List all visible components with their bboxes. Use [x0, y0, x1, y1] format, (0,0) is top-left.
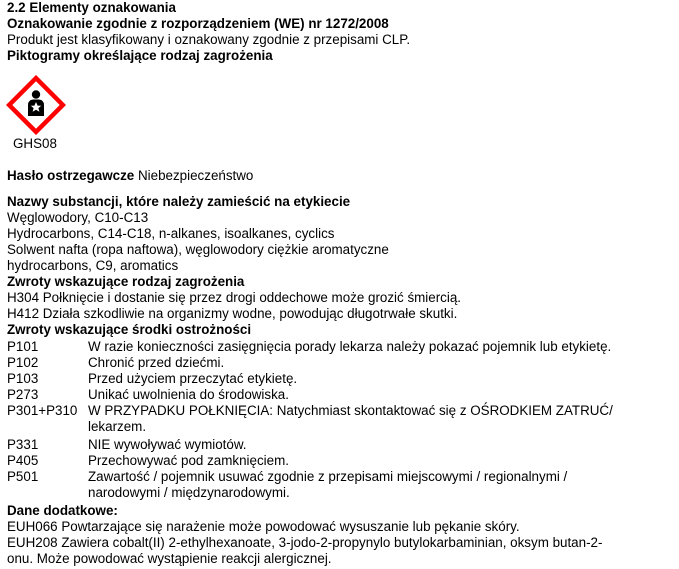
substances-heading: Nazwy substancji, które należy zamieścić na etykiecie — [7, 194, 351, 209]
hazard-heading: Zwroty wskazujące rodzaj zagrożenia — [7, 274, 245, 289]
precaution-text-continued: narodowymi / międzynarodowymi. — [88, 485, 290, 500]
precaution-text: Zawartość / pojemnik usuwać zgodnie z przepisami miejscowymi / regionalnymi / — [88, 469, 568, 484]
precaution-code: P501 — [7, 469, 39, 484]
precaution-code: P405 — [7, 453, 39, 468]
precaution-text: Unikać uwolnienia do środowiska. — [88, 387, 289, 402]
precaution-code: P301+P310 — [7, 403, 78, 418]
hazard-statement: H412 Działa szkodliwie na organizmy wodne, powodując długotrwałe skutki. — [7, 306, 458, 321]
pictograms-heading: Piktogramy określające rodzaj zagrożenia — [7, 48, 273, 63]
additional-line: EUH066 Powtarzające się narażenie może powodować wysuszanie lub pękanie skóry. — [7, 519, 520, 534]
section-title: 2.2 Elementy oznakowania — [7, 0, 176, 15]
precaution-code: P102 — [7, 355, 39, 370]
pictogram-label: GHS08 — [13, 136, 57, 151]
precaution-text-continued: lekarzem. — [88, 419, 147, 434]
additional-heading: Dane dodatkowe: — [7, 503, 118, 518]
precaution-text: W razie konieczności zasięgnięcia porady lekarza należy pokazać pojemnik lub etykietę. — [88, 339, 612, 354]
precaution-text: NIE wywoływać wymiotów. — [88, 437, 247, 452]
substance-line: Hydrocarbons, C14-C18, n-alkanes, isoalkanes, cyclics — [7, 226, 335, 241]
precaution-text: W PRZYPADKU POŁKNIĘCIA: Natychmiast skontaktować się z OŚRODKIEM ZATRUĆ/ — [88, 403, 613, 418]
precaution-code: P101 — [7, 339, 39, 354]
additional-line: onu. Może powodować wystąpienie reakcji alergicznej. — [7, 551, 332, 566]
precaution-code: P331 — [7, 437, 39, 452]
precaution-heading: Zwroty wskazujące środki ostrożności — [7, 322, 252, 337]
signal-word-value: Niebezpieczeństwo — [138, 168, 254, 183]
precaution-text: Przechowywać pod zamknięciem. — [88, 453, 289, 468]
precaution-text: Chronić przed dziećmi. — [88, 355, 225, 370]
health-hazard-icon — [6, 75, 66, 135]
precaution-code: P103 — [7, 371, 39, 386]
substance-line: hydrocarbons, C9, aromatics — [7, 258, 179, 273]
additional-line: EUH208 Zawiera cobalt(II) 2-ethylhexanoate, 3-jodo-2-propynylo butylokarbaminian, oksym butan-2- — [7, 535, 603, 550]
signal-word-label: Hasło ostrzegawcze — [7, 168, 135, 183]
substance-line: Węglowodory, C10-C13 — [7, 210, 149, 225]
signal-word-line — [7, 168, 253, 184]
precaution-code: P273 — [7, 387, 39, 402]
hazard-statement: H304 Połknięcie i dostanie się przez drogi oddechowe może grozić śmiercią. — [7, 290, 462, 305]
precaution-text: Przed użyciem przeczytać etykietę. — [88, 371, 298, 386]
clp-statement: Produkt jest klasyfikowany i oznakowany zgodnie z przepisami CLP. — [7, 32, 411, 47]
regulation-subtitle: Oznakowanie zgodnie z rozporządzeniem (WE) nr 1272/2008 — [7, 16, 389, 31]
substance-line: Solwent nafta (ropa naftowa), węglowodory ciężkie aromatyczne — [7, 242, 389, 257]
